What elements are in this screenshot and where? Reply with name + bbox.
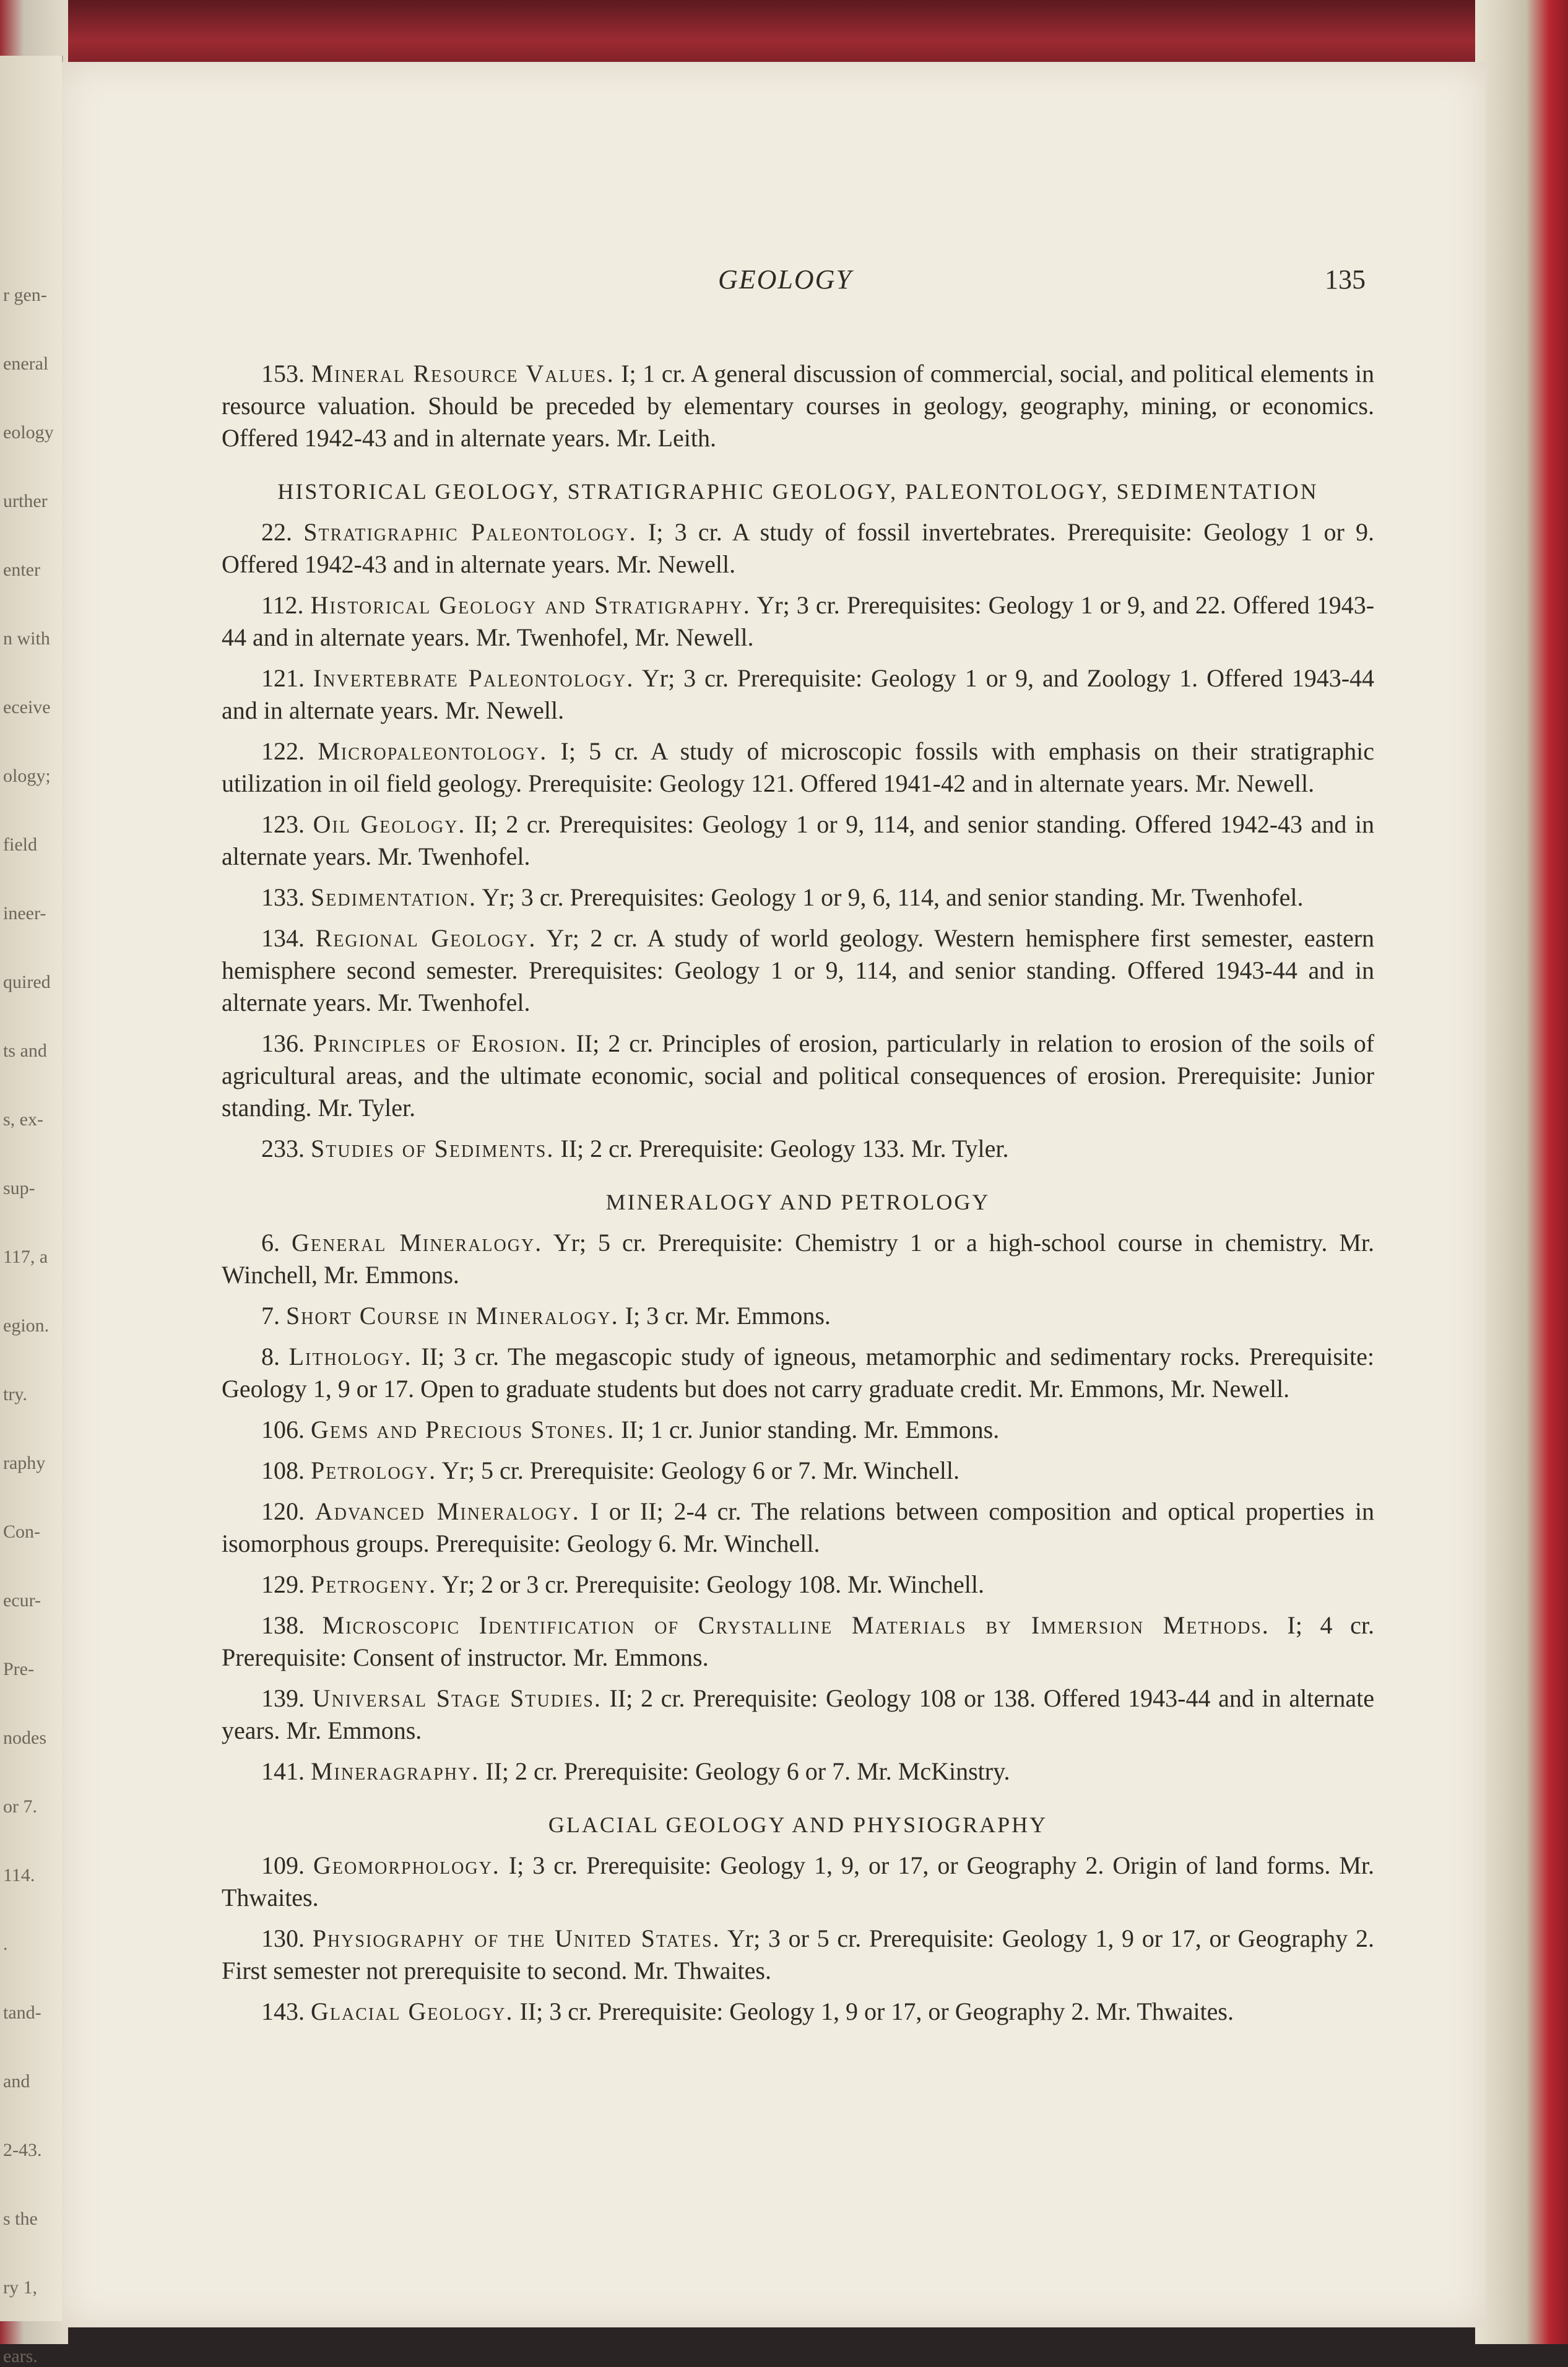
left-page-fragment: ears. xyxy=(3,2346,38,2366)
course-title: Short Course in Mineralogy. xyxy=(286,1302,619,1330)
book-page xyxy=(62,62,1486,2327)
page-number: 135 xyxy=(1325,264,1366,295)
course-description: Yr; 3 or 5 cr. Prerequisite: Geology 1, 9 or 17, or Geography 2. First semester not prerequisite to second. Mr. Thwaites. xyxy=(222,1924,1374,1984)
left-page-edge xyxy=(0,56,63,2366)
left-page-fragment: ry 1, xyxy=(3,2277,37,2298)
course-entry xyxy=(222,1682,1374,1747)
left-page-fragment: field xyxy=(3,834,37,855)
course-entry xyxy=(222,589,1374,654)
left-page-fragment: raphy xyxy=(3,1453,46,1473)
course-number: 134. xyxy=(261,924,305,952)
course-title: Lithology. xyxy=(288,1343,412,1370)
course-description: I; 3 cr. A study of fossil invertebrates. Prerequisite: Geology 1 or 9. Offered 1942-43 and in alternate years. Mr. Newell. xyxy=(222,518,1375,578)
page-header-title: GEOLOGY xyxy=(718,264,852,295)
course-number: 136. xyxy=(261,1029,305,1057)
left-page-fragment: try. xyxy=(3,1384,27,1404)
course-title: Stratigraphic Paleontology. xyxy=(303,518,637,546)
course-description: II; 2 cr. Prerequisite: Geology 6 or 7. Mr. McKinstry. xyxy=(485,1757,1010,1785)
course-title: Studies of Sediments. xyxy=(311,1135,555,1162)
course-description: II; 1 cr. Junior standing. Mr. Emmons. xyxy=(621,1416,1000,1443)
course-entry xyxy=(222,1227,1374,1291)
course-number: 123. xyxy=(261,810,305,838)
course-number: 129. xyxy=(261,1570,305,1598)
course-entry xyxy=(222,662,1374,727)
course-number: 22. xyxy=(261,518,292,546)
left-page-fragment: ecur- xyxy=(3,1590,41,1611)
course-entry xyxy=(222,1495,1374,1560)
course-entry xyxy=(222,1300,1374,1332)
course-number: 8. xyxy=(261,1343,280,1370)
course-number: 143. xyxy=(261,1997,305,2025)
course-description: I; 3 cr. Mr. Emmons. xyxy=(625,1302,831,1330)
course-number: 109. xyxy=(261,1851,305,1879)
course-entry xyxy=(222,1455,1374,1487)
course-entry xyxy=(222,1996,1374,2028)
course-entry xyxy=(222,735,1374,800)
course-number: 120. xyxy=(261,1497,305,1525)
course-entry xyxy=(222,1133,1374,1165)
section-heading: HISTORICAL GEOLOGY, STRATIGRAPHIC GEOLOGY, PALEONTOLOGY, SEDIMENTATION xyxy=(277,479,1319,504)
left-page-fragment: urther xyxy=(3,491,48,511)
course-entry xyxy=(222,516,1374,581)
course-number: 153. xyxy=(261,360,305,387)
course-number: 138. xyxy=(261,1611,305,1639)
section-heading: MINERALOGY AND PETROLOGY xyxy=(605,1190,990,1214)
course-title: Mineral Resource Values. xyxy=(311,360,615,387)
course-title: Regional Geology. xyxy=(315,924,537,952)
course-description: I; 4 cr. Prerequisite: Consent of instructor. Mr. Emmons. xyxy=(222,1611,1375,1671)
course-description: Yr; 3 cr. Prerequisites: Geology 1 or 9, 6, 114, and senior standing. Mr. Twenhofel. xyxy=(482,883,1304,911)
course-description: II; 3 cr. Prerequisite: Geology 1, 9 or 17, or Geography 2. Mr. Thwaites. xyxy=(519,1997,1234,2025)
course-title: Principles of Erosion. xyxy=(313,1029,568,1057)
section-heading: GLACIAL GEOLOGY AND PHYSIOGRAPHY xyxy=(548,1812,1048,1837)
course-entry xyxy=(222,1609,1374,1674)
course-description: Yr; 3 cr. Prerequisite: Geology 1 or 9, and Zoology 1. Offered 1943-44 and in alternate years. Mr. Newell. xyxy=(222,664,1375,724)
left-page-fragment: ts and xyxy=(3,1041,47,1061)
course-entry xyxy=(222,922,1374,1019)
course-description: Yr; 5 cr. Prerequisite: Geology 6 or 7. Mr. Winchell. xyxy=(441,1456,960,1484)
course-number: 122. xyxy=(261,737,305,765)
left-page-fragment: nodes xyxy=(3,1728,46,1748)
course-title: Gems and Precious Stones. xyxy=(311,1416,615,1443)
course-number: 233. xyxy=(261,1135,305,1162)
left-page-fragment: . xyxy=(3,1934,8,1954)
left-page-fragment: eceive xyxy=(3,697,51,717)
course-entry xyxy=(222,1850,1374,1914)
course-title: General Mineralogy. xyxy=(292,1229,543,1257)
course-title: Invertebrate Paleontology. xyxy=(313,664,635,692)
course-description: Yr; 3 cr. Prerequisites: Geology 1 or 9, and 22. Offered 1943-44 and in alternate years. Mr. Twenhofel, Mr. Newell. xyxy=(222,591,1375,651)
course-description: II; 2 cr. Principles of erosion, particularly in relation to erosion of the soils of agricultural areas, and the ultimate economic, social and political consequences of erosion. Prerequisite: Junior standing. Mr. Tyler. xyxy=(222,1029,1375,1122)
left-page-fragment: Con- xyxy=(3,1521,40,1542)
course-listing xyxy=(222,358,1374,2036)
left-page-fragment: enter xyxy=(3,560,40,580)
course-title: Oil Geology. xyxy=(313,810,466,838)
course-number: 112. xyxy=(261,591,304,619)
left-page-fragment: ineer- xyxy=(3,903,46,924)
left-page-fragment: egion. xyxy=(3,1315,50,1336)
left-page-fragment: s, ex- xyxy=(3,1109,43,1130)
course-description: II; 2 cr. Prerequisites: Geology 1 or 9, 114, and senior standing. Offered 1942-43 and in alternate years. Mr. Twenhofel. xyxy=(222,810,1375,870)
course-number: 6. xyxy=(261,1229,280,1257)
left-page-fragment: tand- xyxy=(3,2002,41,2023)
course-title: Advanced Mineralogy. xyxy=(314,1497,580,1525)
course-number: 108. xyxy=(261,1456,305,1484)
course-entry xyxy=(222,1755,1374,1788)
course-title: Universal Stage Studies. xyxy=(312,1684,602,1712)
course-entry xyxy=(222,808,1374,873)
course-description: II; 2 cr. Prerequisite: Geology 108 or 138. Offered 1943-44 and in alternate years. Mr. Emmons. xyxy=(222,1684,1375,1744)
course-entry xyxy=(222,881,1374,914)
left-page-fragment: eology xyxy=(3,422,54,443)
book-cover-top xyxy=(0,0,1568,68)
course-number: 106. xyxy=(261,1416,305,1443)
left-page-fragment: s the xyxy=(3,2209,38,2229)
course-description: Yr; 2 cr. A study of world geology. Western hemisphere first semester, eastern hemisphere second semester. Prerequisites: Geology 1 or 9, 114, and senior standing. Offered 1943-44 and in alternate years. Mr. Twenhofel. xyxy=(222,924,1375,1016)
course-entry xyxy=(222,1414,1374,1446)
left-page-fragment: or 7. xyxy=(3,1796,37,1817)
course-description: I; 1 cr. A general discussion of commercial, social, and political elements in resource valuation. Should be preceded by elementary courses in geology, geography, mining, or economics. Offered 1942-43 and in alternate years. Mr. Leith. xyxy=(222,360,1375,452)
course-title: Microscopic Identification of Crystalline Materials by Immersion Methods. xyxy=(322,1611,1270,1639)
left-page-fragment: and xyxy=(3,2071,30,2092)
course-number: 139. xyxy=(261,1684,305,1712)
course-description: Yr; 5 cr. Prerequisite: Chemistry 1 or a high-school course in chemistry. Mr. Winchell, Mr. Emmons. xyxy=(222,1229,1374,1289)
left-page-fragment: eneral xyxy=(3,353,49,374)
course-number: 7. xyxy=(261,1302,280,1330)
book-edge-right xyxy=(1475,0,1568,2344)
course-title: Sedimentation. xyxy=(311,883,477,911)
left-page-fragment: quired xyxy=(3,972,51,992)
left-page-fragment: ology; xyxy=(3,766,51,786)
course-title: Petrogeny. xyxy=(311,1570,437,1598)
course-entry xyxy=(222,1569,1374,1601)
left-page-fragment: Pre- xyxy=(3,1659,34,1679)
course-title: Geomorphology. xyxy=(313,1851,500,1879)
left-page-fragment: 2-43. xyxy=(3,2140,42,2160)
left-page-fragment: 117, a xyxy=(3,1247,48,1267)
left-page-fragment: r gen- xyxy=(3,285,47,305)
course-description: I; 3 cr. Prerequisite: Geology 1, 9, or 17, or Geography 2. Origin of land forms. Mr. Thwaites. xyxy=(222,1851,1374,1911)
course-title: Mineragraphy. xyxy=(311,1757,480,1785)
course-title: Glacial Geology. xyxy=(311,1997,514,2025)
left-page-fragment: 114. xyxy=(3,1865,35,1885)
course-title: Physiography of the United States. xyxy=(312,1924,721,1952)
course-number: 121. xyxy=(261,664,305,692)
course-number: 133. xyxy=(261,883,305,911)
course-number: 130. xyxy=(261,1924,305,1952)
course-description: II; 3 cr. The megascopic study of igneous, metamorphic and sedimentary rocks. Prerequisite: Geology 1, 9 or 17. Open to graduate students but does not carry graduate credit. Mr. Emmons, Mr. Newell. xyxy=(222,1343,1374,1403)
left-page-fragment: n with xyxy=(3,628,50,649)
course-number: 141. xyxy=(261,1757,305,1785)
course-title: Petrology. xyxy=(311,1456,437,1484)
course-description: I or II; 2-4 cr. The relations between composition and optical properties in isomorphous groups. Prerequisite: Geology 6. Mr. Winchell. xyxy=(222,1497,1375,1557)
course-title: Historical Geology and Stratigraphy. xyxy=(310,591,751,619)
course-description: I; 5 cr. A study of microscopic fossils with emphasis on their stratigraphic utilization in oil field geology. Prerequisite: Geology 121. Offered 1941-42 and in alternate years. Mr. Newell. xyxy=(222,737,1374,797)
course-entry xyxy=(222,358,1374,454)
course-entry xyxy=(222,1923,1374,1987)
left-page-fragment: sup- xyxy=(3,1178,35,1198)
course-description: Yr; 2 or 3 cr. Prerequisite: Geology 108. Mr. Winchell. xyxy=(441,1570,985,1598)
course-title: Micropaleontology. xyxy=(318,737,548,765)
course-entry xyxy=(222,1028,1374,1124)
course-entry xyxy=(222,1341,1374,1405)
course-description: II; 2 cr. Prerequisite: Geology 133. Mr. Tyler. xyxy=(560,1135,1009,1162)
